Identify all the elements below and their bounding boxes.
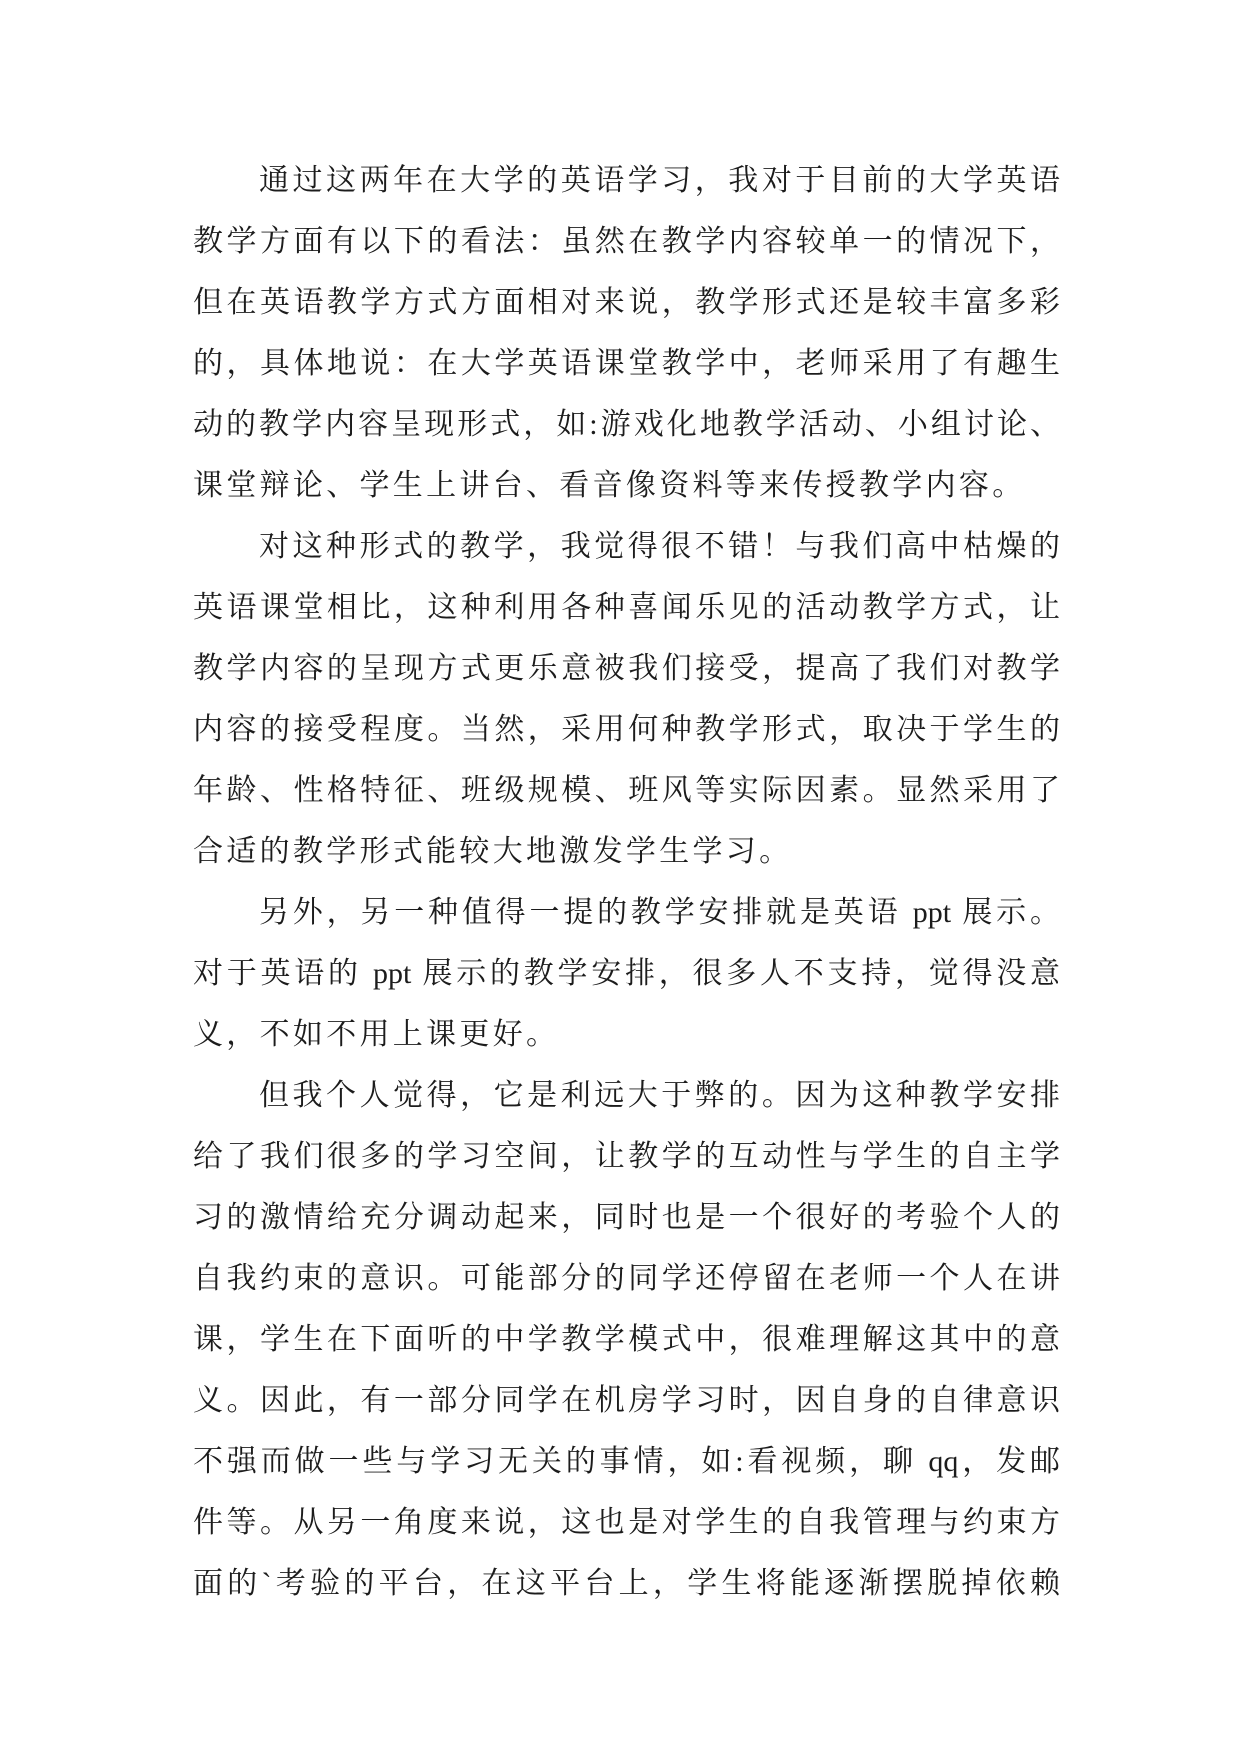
- text-line: 的，具体地说：在大学英语课堂教学中，老师采用了有趣生: [193, 347, 1060, 380]
- text-line: 习的激情给充分调动起来，同时也是一个很好的考验个人的: [193, 1201, 1060, 1234]
- text-line: 另外，另一种值得一提的教学安排就是英语 ppt 展示。: [259, 896, 1060, 929]
- text-line: 自我约束的意识。可能部分的同学还停留在老师一个人在讲: [193, 1262, 1060, 1295]
- text-line: 给了我们很多的学习空间，让教学的互动性与学生的自主学: [193, 1140, 1060, 1173]
- text-line: 义。因此，有一部分同学在机房学习时，因自身的自律意识: [193, 1384, 1060, 1417]
- text-line: 教学方面有以下的看法：虽然在教学内容较单一的情况下，: [193, 225, 1060, 258]
- paragraph: [193, 882, 1060, 1065]
- text-line: 义，不如不用上课更好。: [193, 1018, 560, 1051]
- text-line: 但在英语教学方式方面相对来说，教学形式还是较丰富多彩: [193, 286, 1060, 319]
- paragraph: [193, 150, 1060, 516]
- text-line: 面的`考验的平台，在这平台上，学生将能逐渐摆脱掉依赖: [193, 1567, 1060, 1600]
- text-line: 年龄、性格特征、班级规模、班风等实际因素。显然采用了: [193, 774, 1060, 807]
- text-line: 件等。从另一角度来说，这也是对学生的自我管理与约束方: [193, 1506, 1060, 1539]
- text-line: 合适的教学形式能较大地激发学生学习。: [193, 835, 793, 868]
- text-line: 对这种形式的教学，我觉得很不错！与我们高中枯燥的: [259, 530, 1060, 563]
- paragraph: [193, 516, 1060, 882]
- paragraph: [193, 1065, 1060, 1614]
- text-line: 通过这两年在大学的英语学习，我对于目前的大学英语: [259, 164, 1060, 197]
- text-line: 动的教学内容呈现形式，如:游戏化地教学活动、小组讨论、: [193, 408, 1060, 441]
- text-line: 教学内容的呈现方式更乐意被我们接受，提高了我们对教学: [193, 652, 1060, 685]
- text-line: 对于英语的 ppt 展示的教学安排，很多人不支持，觉得没意: [193, 957, 1060, 990]
- text-line: 课堂辩论、学生上讲台、看音像资料等来传授教学内容。: [193, 469, 1026, 502]
- text-line: 但我个人觉得，它是利远大于弊的。因为这种教学安排: [259, 1079, 1060, 1112]
- text-line: 课，学生在下面听的中学教学模式中，很难理解这其中的意: [193, 1323, 1060, 1356]
- text-line: 英语课堂相比，这种利用各种喜闻乐见的活动教学方式，让: [193, 591, 1060, 624]
- text-line: 内容的接受程度。当然，采用何种教学形式，取决于学生的: [193, 713, 1060, 746]
- text-line: 不强而做一些与学习无关的事情，如:看视频，聊 qq，发邮: [193, 1445, 1060, 1478]
